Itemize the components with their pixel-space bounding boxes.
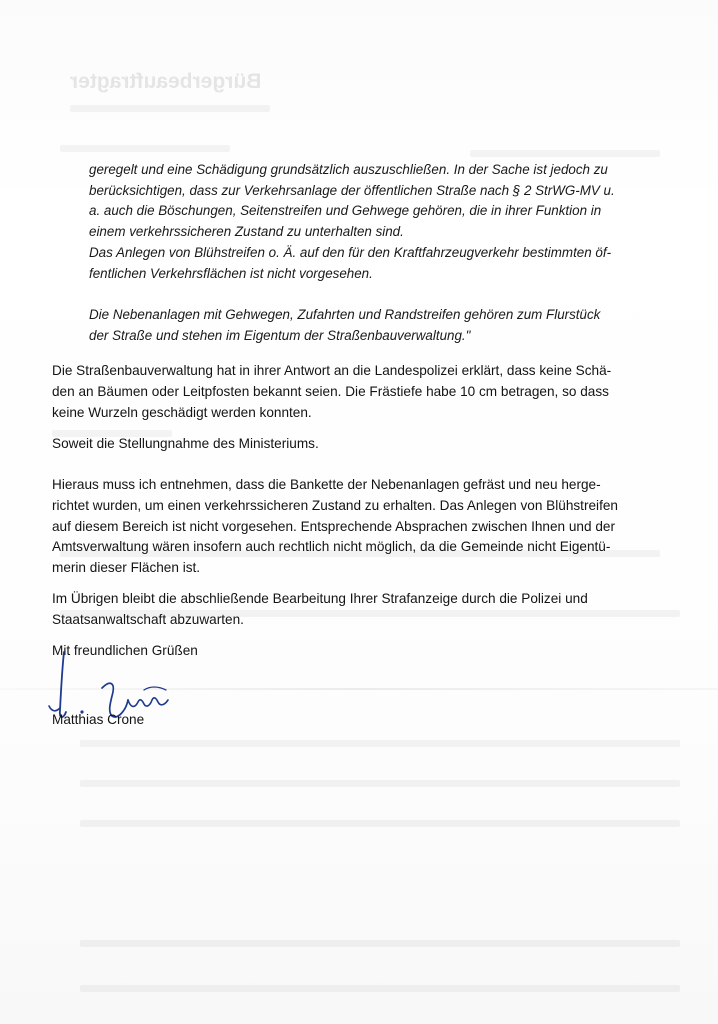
text-line: auf diesem Bereich ist nicht vorgesehen. Entsprechende Absprachen zwischen Ihnen und der [52,518,615,534]
text-line: Die Straßenbauverwaltung hat in ihrer Antwort an die Landespolizei erklärt, dass keine Schä- [52,363,612,378]
greeting-text: Mit freundlichen Grüßen [52,643,198,658]
signer-name [52,710,672,731]
quote-block-1 [89,160,669,242]
text-line: Amtsverwaltung wären insofern auch rechtlich nicht möglich, da die Gemeinde nicht Eigentü- [52,539,611,555]
signer-name-text: Matthias Crone [52,712,145,727]
text-line: fentlichen Verkehrsflächen ist nicht vorgesehen. [89,265,373,281]
text-line: der Straße und stehen im Eigentum der Straßenbauverwaltung." [89,327,471,343]
text-line: Im Übrigen bleibt die abschließende Bearbeitung Ihrer Strafanzeige durch die Polizei und [52,591,588,606]
text-line: geregelt und eine Schädigung grundsätzlich auszuschließen. In der Sache ist jedoch zu [89,162,608,177]
paragraph-ministry-statement [52,434,672,455]
paragraph-conclusion [52,475,672,579]
text-line: richtet wurden, um einen verkehrssicheren Zustand zu erhalten. Das Anlegen von Blühstreifen [52,497,618,513]
reverse-side-line [80,940,680,947]
text-line: Staatsanwaltschaft abzuwarten. [52,611,244,627]
text-line: keine Wurzeln geschädigt werden konnten. [52,404,312,420]
quote-block-2 [89,243,669,284]
paragraph-criminal-complaint [52,589,672,631]
text-line: a. auch die Böschungen, Seitenstreifen und Gehwege gehören, die in ihrer Funktion in [89,203,602,219]
quote-block-3 [89,305,669,346]
text-line: Das Anlegen von Blühstreifen o. Ä. auf den für den Kraftfahrzeugverkehr bestimmten öf- [89,245,612,260]
reverse-side-line [80,820,680,827]
text-line: einem verkehrssicheren Zustand zu unterhalten sind. [89,223,404,239]
text-line: Soweit die Stellungnahme des Ministeriums. [52,436,319,451]
reverse-side-line [80,985,680,992]
text-line: merin dieser Flächen ist. [52,560,201,576]
text-line: Die Nebenanlagen mit Gehwegen, Zufahrten und Randstreifen gehören zum Flurstück [89,307,601,322]
text-line: den an Bäumen oder Leitpfosten bekannt seien. Die Frästiefe habe 10 cm betragen, so dass [52,383,609,399]
paragraph-road-authority-answer [52,361,672,423]
text-line: Hieraus muss ich entnehmen, dass die Bankette der Nebenanlagen gefräst und neu herge- [52,477,601,492]
reverse-side-line [470,150,660,157]
text-line: berücksichtigen, dass zur Verkehrsanlage der öffentlichen Straße nach § 2 StrWG-MV u. [89,182,615,198]
reverse-side-line [70,105,270,112]
reverse-side-line [80,740,680,747]
reverse-side-show-through: Bürgerbeauftragter [70,70,262,93]
reverse-side-line [80,780,680,787]
reverse-side-line [60,145,230,152]
